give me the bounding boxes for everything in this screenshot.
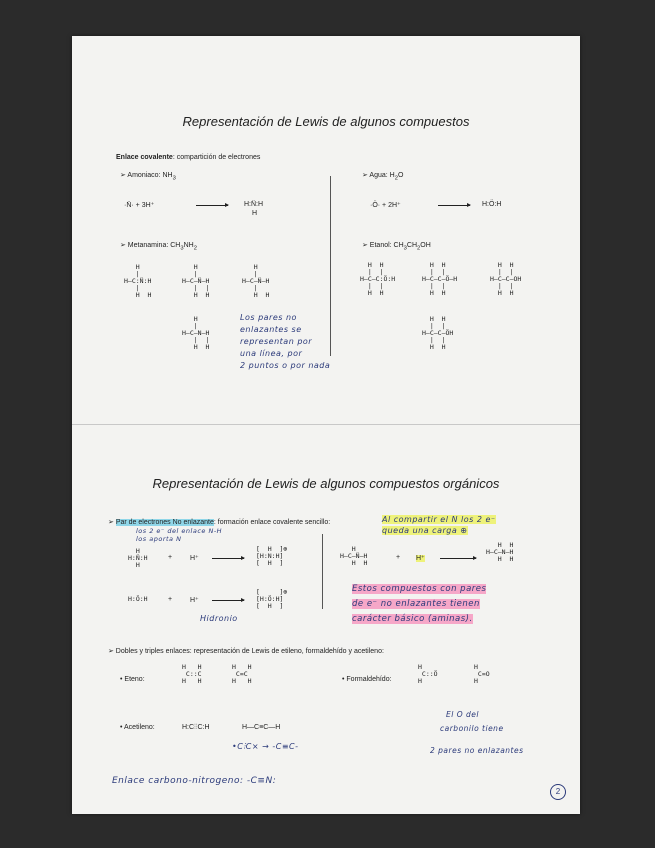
eteno-label: • Eteno: (120, 676, 145, 683)
lone-pairs-note-line-1: Los pares no (240, 313, 297, 322)
lone-pairs-note-line-4: una línea, por (240, 349, 303, 358)
agua-product: H:Ö:H (482, 201, 502, 208)
amoniaco-product-h: H (252, 210, 258, 217)
section2-title: Representación de Lewis de algunos compuestos orgánicos (152, 476, 500, 491)
covalent-heading-bold: Enlace covalente (116, 154, 173, 161)
amoniaco-sub: 3 (172, 175, 176, 182)
section2-divider (322, 534, 323, 609)
nh-bond-note-line-1: los 2 e⁻ del enlace N-H (136, 527, 223, 535)
agua-sub: 2 (394, 175, 398, 182)
formaldehido-structure: H C=O H (474, 663, 490, 685)
methylamine-lewis: H H—C—N̈—H H H (340, 545, 368, 567)
amoniaco-text: ➢ Amoniaco: NH (120, 172, 173, 179)
par-heading: ➢ Par de electrones No enlazante: formación enlace covalente sencillo: (108, 519, 331, 526)
basic-note-line-1: Estos compuestos con pares (352, 584, 487, 594)
methylammonium-lewis: H H H—C—N—H H H (486, 541, 514, 563)
methylamine-plus: + (396, 554, 401, 561)
formaldehido-label: • Formaldehído: (342, 676, 392, 683)
etanol-mid: CH (406, 242, 418, 249)
section-divider (72, 424, 580, 425)
water-hplus: H⁺ (190, 597, 199, 604)
methylamine-hplus-highlight: H⁺ (416, 555, 425, 562)
document-page (72, 36, 580, 814)
basic-note-line-2: de e⁻ no enlazantes tienen (352, 599, 480, 609)
charge-note-line-1: Al compartir el N los 2 e⁻ (382, 515, 496, 524)
ammonia-plus: + (168, 554, 173, 561)
agua-label (362, 171, 403, 181)
amoniaco-reactants: ·N̈· + 3H⁺ (124, 202, 155, 209)
metanamina-lewis-3: H | H—C—N̈—H | H H (242, 263, 270, 299)
carbonilo-note-line-1: El O del (446, 710, 479, 719)
covalent-heading (116, 154, 260, 161)
eteno-structure: H H C=C H H (232, 663, 252, 685)
etanol-sub1: 3 (403, 245, 407, 252)
charge-note (382, 514, 496, 536)
metanamina-label (120, 241, 197, 251)
amoniaco-product: H:N̈:H (244, 201, 264, 208)
carbonilo-note (430, 708, 524, 758)
amoniaco-label (120, 171, 176, 181)
etanol-lewis-1: H H | | H—C—C:Ö:H | | H H (360, 261, 396, 297)
hidronio-label: Hidronio (200, 614, 238, 623)
metanamina-sub1: 3 (180, 245, 184, 252)
par-heading-rest: : formación enlace covalente sencillo: (213, 519, 331, 526)
etanol-sub2: 2 (417, 245, 421, 252)
basic-note-line-3: carácter básico (aminas). (352, 614, 473, 624)
ammonium-arrow (212, 558, 244, 559)
amoniaco-arrow (196, 205, 228, 206)
carbonilo-note-line-3: 2 pares no enlazantes (430, 746, 524, 755)
ammonia-lewis: H H:N̈:H H (128, 547, 148, 569)
acetileno-handnote: •C⫶C× → -C≡C- (232, 742, 299, 751)
water-plus: + (168, 596, 173, 603)
charge-note-line-2: queda una carga ⊕ (382, 526, 468, 535)
metanamina-lewis-4: H | H—C—N—H | | H H (182, 315, 210, 351)
carbonilo-note-line-2: carbonilo tiene (440, 724, 504, 733)
etanol-lewis-2: H H | | H—C—C—Ö—H | | H H (422, 261, 458, 297)
lone-pairs-note-line-2: enlazantes se (240, 325, 302, 334)
ammonia-hplus: H⁺ (190, 555, 199, 562)
etanol-label (362, 241, 431, 251)
methylammonium-arrow (440, 558, 476, 559)
acetileno-structure: H—C≡C—H (242, 724, 281, 731)
section1-title: Representación de Lewis de algunos compuestos (182, 114, 470, 129)
enlace-cn-note: Enlace carbono-nitrogeno: -C≡N: (112, 776, 277, 786)
basic-character-note (352, 582, 486, 627)
hydronium-arrow (212, 600, 244, 601)
hydronium-lewis: [ ]⊕ [H:Ö:H] [ H ] (256, 588, 288, 610)
etanol-text: ➢ Etanol: CH (362, 242, 404, 249)
dobles-heading: ➢ Dobles y triples enlaces: representación de Lewis de etileno, formaldehído y acetileno: (108, 648, 384, 655)
metanamina-sub2: 2 (193, 245, 197, 252)
etanol-end: OH (420, 242, 431, 249)
nh-bond-note-line-2: los aporta N (136, 535, 182, 543)
lone-pairs-note-line-5: 2 puntos o por nada (240, 361, 331, 370)
eteno-lewis: H H C::C H H (182, 663, 202, 685)
acetileno-lewis: H:C⫶⫶C:H (182, 724, 210, 731)
acetileno-label: • Acetileno: (120, 724, 155, 731)
agua-o: O (397, 172, 404, 179)
etanol-lewis-4: H H | | H—C—C—ÖH | | H H (422, 315, 454, 351)
formaldehido-lewis: H C::Ö H (418, 663, 438, 685)
metanamina-lewis-1: H | H—C:N̈:H | H H (124, 263, 152, 299)
page-number: 2 (550, 784, 566, 800)
water-lewis: H:Ö:H (128, 595, 148, 603)
covalent-heading-rest: : compartición de electrones (172, 154, 261, 161)
lone-pairs-note-line-3: representan por (240, 337, 313, 346)
metanamina-mid: NH (183, 242, 194, 249)
agua-reactants: ·Ö· + 2H⁺ (370, 202, 401, 209)
agua-text: ➢ Agua: H (362, 172, 395, 179)
metanamina-text: ➢ Metanamina: CH (120, 242, 181, 249)
methylamine-hplus (416, 554, 425, 562)
lone-pairs-note (240, 312, 330, 372)
par-heading-highlight: Par de electrones No enlazante (115, 519, 214, 526)
ammonium-lewis: [ H ]⊕ [H:N:H] [ H ] (256, 545, 288, 567)
nh-bond-note (136, 527, 222, 543)
agua-arrow (438, 205, 470, 206)
metanamina-lewis-2: H | H—C—N̈—H | | H H (182, 263, 210, 299)
etanol-lewis-3: H H | | H—C—C—OH | | H H (490, 261, 522, 297)
